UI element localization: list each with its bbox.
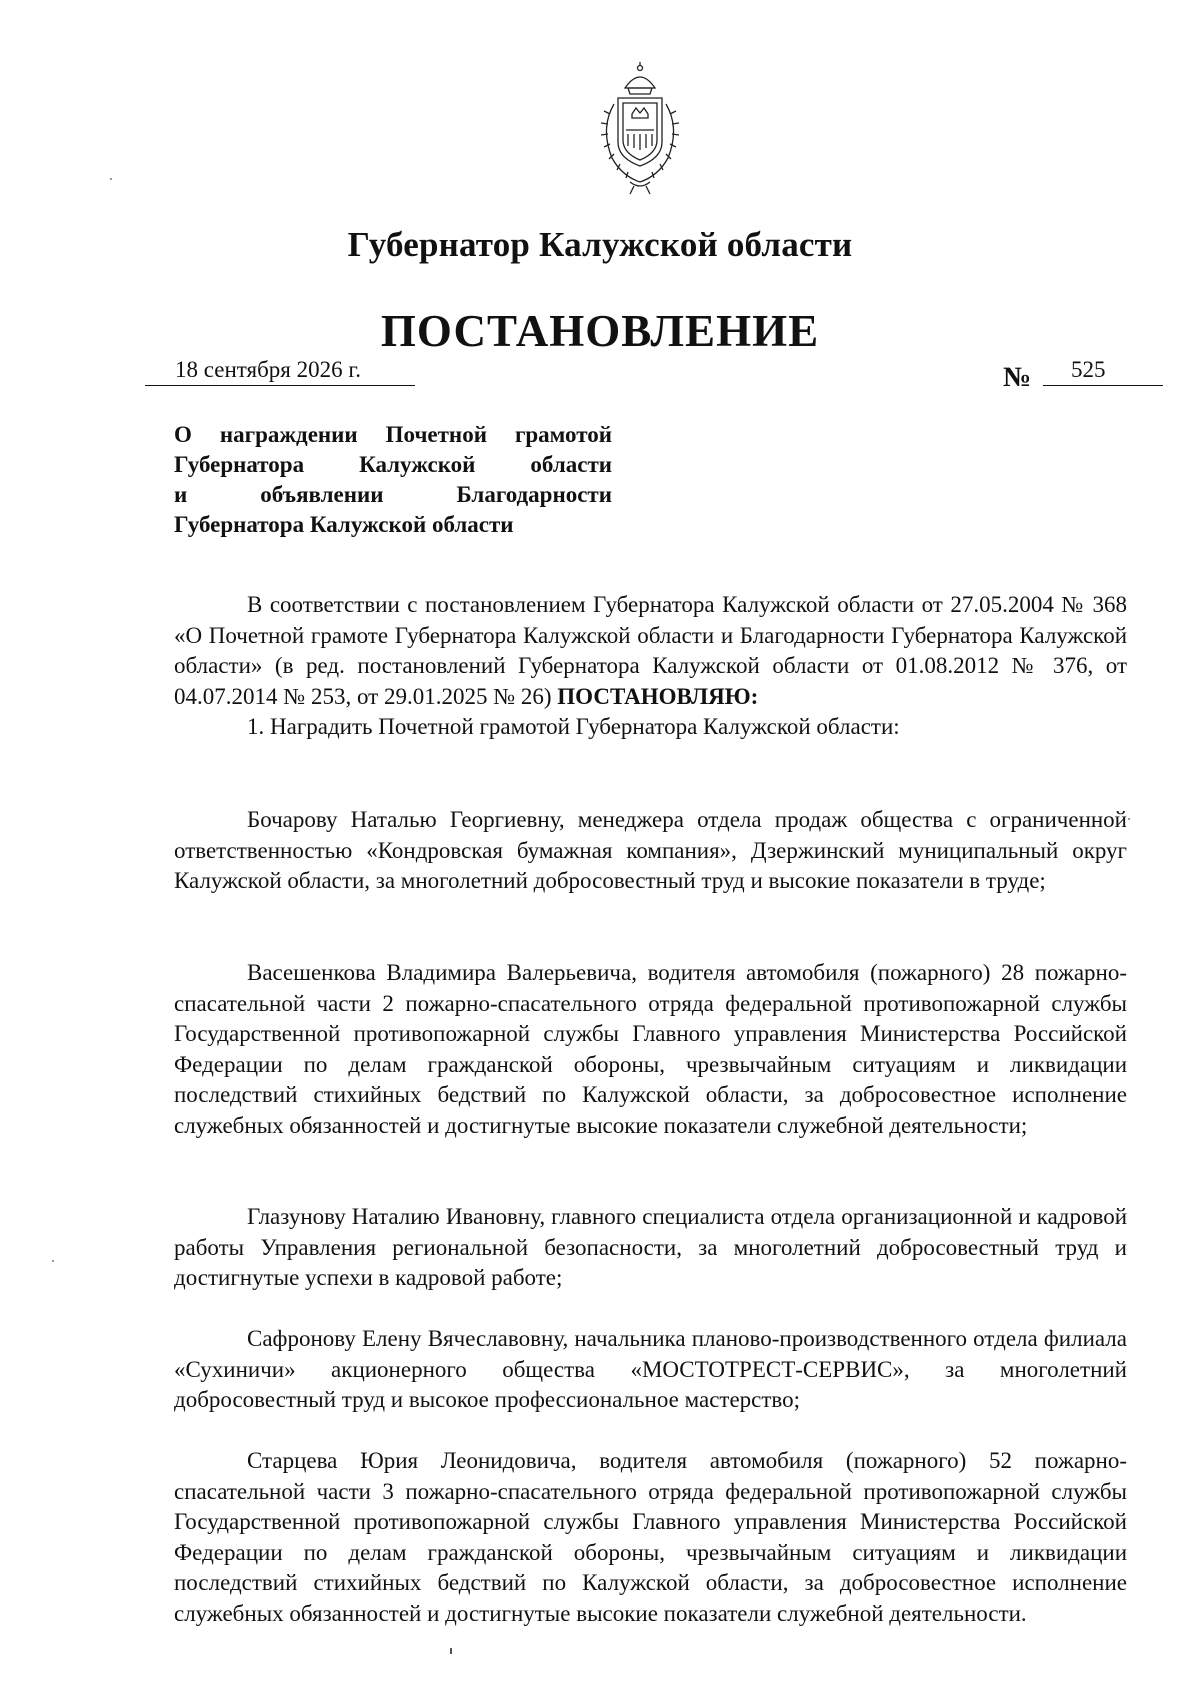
awardee-paragraph: Старцева Юрия Леонидовича, водителя автомобиля (пожарного) 52 пожарно-спасательной части 3 пожарно-спасательного отряда федеральной противопожарной службы Государственной противопожарной службы Главного управления Министерства Российской Федерации по делам гражданской обороны, чрезвычайным ситуациям и ликвидации последствий стихийных бедствий по Калужской области, за добросовестное исполнение служебных обязанностей и достигнутые высокие показатели служебной деятельности. <box>174 1448 1127 1626</box>
awardee-paragraph: Васешенкова Владимира Валерьевича, водителя автомобиля (пожарного) 28 пожарно-спасательной части 2 пожарно-спасательного отряда федеральной противопожарной службы Государственной противопожарной службы Главного управления Министерства Российской Федерации по делам гражданской обороны, чрезвычайным ситуациям и ликвидации последствий стихийных бедствий по Калужской области, за добросовестное исполнение служебных обязанностей и достигнутые высокие показатели служебной деятельности; <box>174 960 1127 1138</box>
subject-line: и объявлении Благодарности <box>174 482 612 507</box>
document-type-title: ПОСТАНОВЛЕНИЕ <box>380 306 820 356</box>
subject-line: О награждении Почетной грамотой <box>174 422 612 447</box>
scan-mark <box>450 1648 452 1654</box>
item-1-heading: 1. Наградить Почетной грамотой Губернатора Калужской области: <box>247 714 900 739</box>
awardee-paragraph: Сафронову Елену Вячеславовну, начальника планово-производственного отдела филиала «Сухиничи» акционерного общества «МОСТОТРЕСТ-СЕРВИС», за многолетний добросовестный труд и высокое профессиональное мастерство; <box>174 1326 1127 1412</box>
document-subject <box>174 420 612 540</box>
preamble-text <box>174 590 1127 712</box>
preamble-body: В соответствии с постановлением Губернатора Калужской области от 27.05.2004 № 368 «О Почетной грамоте Губернатора Калужской области и Благодарности Губернатора Калужской области» (в ред. постановлений Губернатора Калужской области от 01.08.2012 № 376, от 04.07.2014 № 253, от 29.01.2025 № 26) <box>174 592 1127 709</box>
preamble-paragraph <box>174 590 1127 743</box>
coat-of-arms-emblem <box>590 58 690 196</box>
decree-keyword: ПОСТАНОВЛЯЮ: <box>557 683 759 709</box>
document-number-label: № <box>1003 362 1032 393</box>
issuer-title: Губернатор Калужской области <box>347 225 853 264</box>
scan-speck <box>1128 818 1130 820</box>
subject-line: Губернатора Калужской области <box>174 452 612 477</box>
document-date: 18 сентября 2026 г. <box>145 355 415 386</box>
awardee-paragraph: Бочарову Наталью Георгиевну, менеджера отдела продаж общества с ограниченной ответственностью «Кондровская бумажная компания», Дзержинский муниципальный округ Калужской области, за многолетний добросовестный труд и высокие показатели в труде; <box>174 807 1127 893</box>
awardee-paragraph: Глазунову Наталию Ивановну, главного специалиста отдела организационной и кадровой работы Управления региональной безопасности, за многолетний добросовестный труд и достигнутые успехи в кадровой работе; <box>174 1204 1127 1290</box>
scan-speck <box>110 178 112 180</box>
subject-line: Губернатора Калужской области <box>174 512 514 537</box>
scan-speck <box>52 1260 54 1262</box>
document-number: 525 <box>1043 355 1163 386</box>
